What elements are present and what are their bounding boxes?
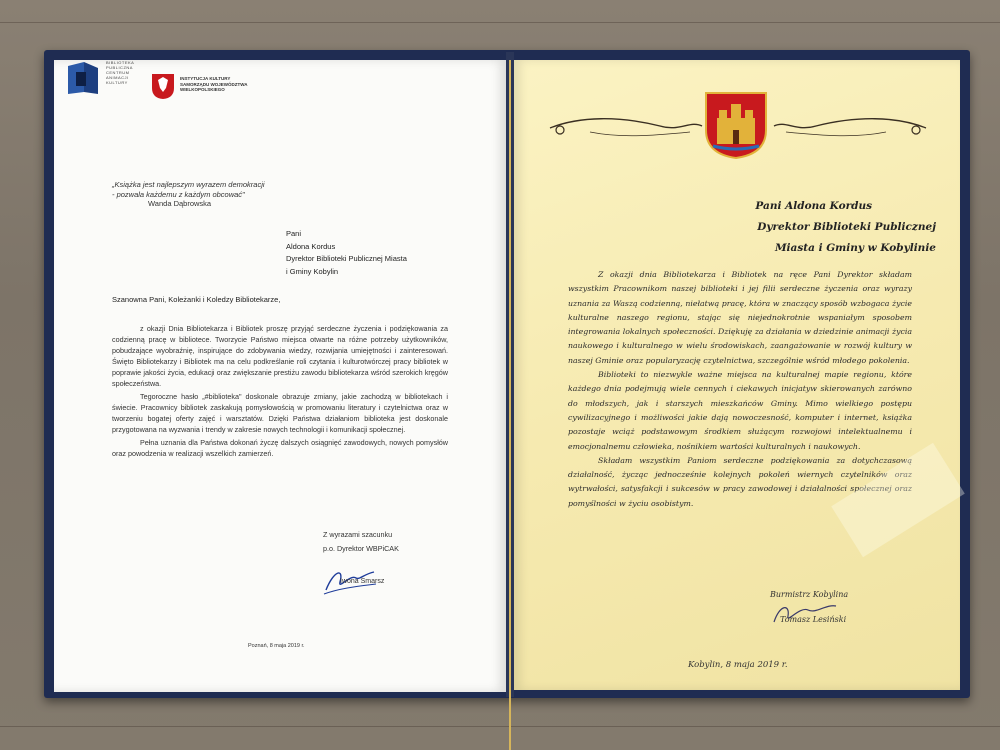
ribbon [509,60,511,750]
quote-author: Wanda Dąbrowska [148,199,212,208]
library-logo-icon [64,58,104,98]
paragraph: Biblioteki to niezwykle ważne miejsca na kulturalnej mapie regionu, które każdego dnia podejmują wiele cennych i ciekawych inicjatyw skierowanych zarówno do młodszych, jak i starszych mieszkańców Gminy. Mimo wielkiego postępu cywilizacyjnego i możliwości jakie dają nowoczesność, komputer i internet, książka pozostaje wciąż podstawowym środkiem służącym rozwojowi intelektualnemu i emocjonalnemu człowieka, nośnikiem wartości kulturalnych i naukowych. [568,370,912,451]
mayor-name: Tomasz Lesiński [780,615,847,624]
paragraph: Tegoroczne hasło „#biblioteka" doskonale obrazuje zmiany, jakie zachodzą w bibliotekach i świecie. Pracownicy bibliotek zaskakują pomysłowością w promowaniu literatury i czytelnictwa oraz w tworzeniu bogatej oferty zajęć i warsztatów. Dzięki Państwa działaniom biblioteka jest doskonale przygotowana na wyzwania i trendy w zakresie nowych technologii i komunikacji społecznej. [112,392,448,434]
closing-block [323,528,453,556]
signer-name: Iwona Smarsz [340,578,385,585]
address-line: Dyrektor Biblioteki Publicznej Miasta [286,254,407,263]
greeting: Szanowna Pani, Koleżanki i Koledzy Bibliotekarze, [112,295,281,304]
motto-quote [112,180,352,200]
eagle-emblem-icon [150,72,176,100]
library-logo-text: BIBLIOTEKA PUBLICZNA CENTRUM ANIMACJI KULTURY [106,60,135,85]
letter-body [112,323,448,461]
diploma-body [568,268,912,511]
letter-date: Poznań, 8 maja 2019 r. [248,643,305,649]
diploma-recipient [660,196,936,259]
table-grain [0,726,1000,727]
address-line: Aldona Kordus [286,241,336,251]
table-grain [0,22,1000,23]
recipient-line: Miasta i Gminy w Kobylinie [774,242,936,254]
coat-of-arms-icon [703,90,769,160]
paragraph: Z okazji dnia Bibliotekarza i Bibliotek na ręce Pani Dyrektor składam wszystkim Pracownikom naszej biblioteki i jej filii serdeczne życzenia oraz wyrazy uznania za Waszą codzienną, niełatwą pracę, która w znaczący sposób wzbogaca życie kulturalne naszego regionu, stając się niejednokrotnie wspaniałym sposobem integrowania lokalnych społeczności. Dziękuję za działania w dziedzinie animacji życia naukowego i kulturalnego w wielu środowiskach, zaangażowanie w rozwój kultury w naszej Gminie oraz popularyzację czytelnictwa, szczególnie wśród młodego pokolenia. [568,270,912,365]
recipient-line: Dyrektor Biblioteki Publicznej [757,221,936,233]
institution-logo-text: INSTYTUCJA KULTURY SAMORZĄDU WOJEWÓDZTWA WIELKOPOLSKIEGO [180,76,248,92]
signer-role: p.o. Dyrektor WBPiCAK [323,544,399,553]
recipient-line: Pani Aldona Kordus [755,200,872,212]
diploma-date: Kobylin, 8 maja 2019 r. [688,660,788,670]
closing: Z wyrazami szacunku [323,530,393,539]
quote-line: - pozwala każdemu z każdym obcować" [112,190,245,199]
mayor-role: Burmistrz Kobylina [770,590,849,599]
paragraph: Składam wszystkim Paniom serdeczne podziękowania za dotychczasową działalność, życząc jednocześnie kolejnych pokoleń wiernych czytelników oraz wytrwałości, satysfakcji i sukcesów w pracy zawodowej i działalności społecznej oraz pomyślności w życiu osobistym. [568,455,912,508]
recipient-address [286,228,486,278]
address-line: i Gminy Kobylin [286,266,339,276]
quote-line: „Książka jest najlepszym wyrazem demokracji [112,180,265,189]
paragraph: z okazji Dnia Bibliotekarza i Bibliotek proszę przyjąć serdeczne życzenia i podziękowania za codzienną pracę w bibliotece. Tworzycie Państwo miejsca otwarte na różne potrzeby użytkowników, pobudzające wyobraźnię, inspirujące do zdobywania wiedzy, rozwijania umiejętności i zainteresowań. Święto Bibliotekarzy i Bibliotek ma na celu podkreślanie roli czytania i kulturotwórczej pracy bibliotek w poprawie jakości życia, edukacji oraz zwiększanie prestiżu zawodu bibliotekarza wśród szerokich kręgów społeczeństwa. [112,324,448,388]
paragraph: Pełna uznania dla Państwa dokonań życzę dalszych osiągnięć zawodowych, nowych pomysłów oraz powodzenia w realizacji wszelkich zamierzeń. [112,438,448,458]
address-line: Pani [286,229,302,238]
